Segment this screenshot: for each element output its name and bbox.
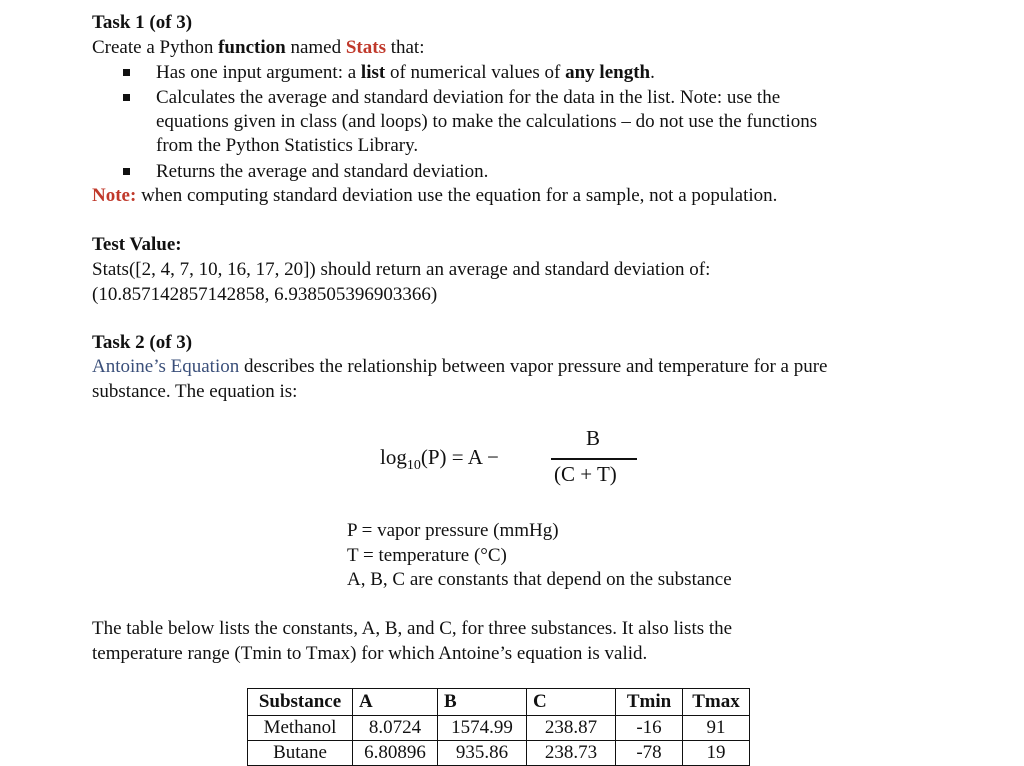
cell-b: 1574.99 bbox=[438, 716, 527, 741]
table-intro-line-1: The table below lists the constants, A, B, and C, for three substances. It also lists the bbox=[92, 618, 733, 639]
cell-a: 8.0724 bbox=[353, 716, 438, 741]
table-row bbox=[248, 741, 750, 766]
intro-text-3: that: bbox=[385, 37, 425, 58]
intro-text-2: named bbox=[285, 37, 346, 58]
equation-log-base: 10 bbox=[406, 458, 421, 474]
task1-bullet-2-line-2: equations given in class (and loops) to make the calculations – do not use the functions bbox=[156, 111, 818, 132]
header-substance: Substance bbox=[248, 689, 353, 716]
bullet1-text-2: of numerical values of bbox=[385, 62, 566, 83]
equation-denominator: (C + T) bbox=[554, 462, 617, 486]
antoine-constants-table bbox=[247, 688, 750, 766]
task1-heading: Task 1 (of 3) bbox=[92, 12, 193, 33]
task2-line-1-rest: describes the relationship between vapor pressure and temperature for a pure bbox=[239, 356, 828, 377]
table-intro-line-2: temperature range (Tmin to Tmax) for which Antoine’s equation is valid. bbox=[92, 643, 648, 664]
note-label: Note: bbox=[92, 185, 137, 206]
bullet-marker-3 bbox=[123, 168, 130, 175]
equation-argument: (P) = A − bbox=[420, 445, 499, 469]
cell-b: 935.86 bbox=[438, 741, 527, 766]
header-a: A bbox=[353, 689, 438, 716]
equation-log: log bbox=[380, 445, 407, 469]
task1-bullet-2-line-1: Calculates the average and standard deviation for the data in the list. Note: use the bbox=[156, 87, 781, 108]
task1-bullet-1 bbox=[156, 61, 655, 85]
bullet1-list-keyword: list bbox=[360, 62, 386, 83]
fraction-bar bbox=[551, 458, 637, 460]
task1-bullet-2-line-3: from the Python Statistics Library. bbox=[156, 135, 419, 156]
table-row bbox=[248, 716, 750, 741]
task2-line-1 bbox=[92, 355, 827, 379]
table-header-row bbox=[248, 689, 750, 716]
intro-stats-name: Stats bbox=[345, 37, 386, 58]
header-tmin: Tmin bbox=[616, 689, 683, 716]
task2-line-2: substance. The equation is: bbox=[92, 381, 298, 402]
equation-numerator: B bbox=[586, 426, 601, 450]
cell-c: 238.87 bbox=[527, 716, 616, 741]
cell-a: 6.80896 bbox=[353, 741, 438, 766]
test-line-1: Stats([2, 4, 7, 10, 16, 17, 20]) should return an average and standard deviation of: bbox=[92, 259, 711, 280]
equation-lhs bbox=[380, 445, 499, 474]
header-b: B bbox=[438, 689, 527, 716]
bullet-marker-2 bbox=[123, 94, 130, 101]
test-line-2: (10.857142857142858, 6.938505396903366) bbox=[92, 284, 438, 305]
cell-tmin: -16 bbox=[616, 716, 683, 741]
intro-text-1: Create a Python bbox=[92, 37, 219, 58]
bullet1-text-1: Has one input argument: a bbox=[156, 62, 361, 83]
bullet1-text-3: . bbox=[650, 62, 655, 83]
cell-substance: Methanol bbox=[248, 716, 353, 741]
test-heading: Test Value: bbox=[92, 234, 182, 255]
task1-bullet-3: Returns the average and standard deviation. bbox=[156, 161, 489, 182]
cell-tmax: 91 bbox=[683, 716, 750, 741]
bullet-marker-1 bbox=[123, 69, 130, 76]
cell-c: 238.73 bbox=[527, 741, 616, 766]
task1-intro bbox=[92, 36, 425, 60]
cell-tmin: -78 bbox=[616, 741, 683, 766]
intro-function-keyword: function bbox=[218, 37, 286, 58]
header-c: C bbox=[527, 689, 616, 716]
definition-t: T = temperature (°C) bbox=[347, 545, 507, 566]
task1-note bbox=[92, 184, 777, 208]
cell-tmax: 19 bbox=[683, 741, 750, 766]
definition-p: P = vapor pressure (mmHg) bbox=[347, 520, 559, 541]
note-text: when computing standard deviation use the equation for a sample, not a population. bbox=[136, 185, 778, 206]
bullet1-any-length: any length bbox=[565, 62, 651, 83]
task2-heading: Task 2 (of 3) bbox=[92, 332, 193, 353]
definition-constants: A, B, C are constants that depend on the substance bbox=[347, 569, 732, 590]
cell-substance: Butane bbox=[248, 741, 353, 766]
antoine-equation-link-text: Antoine’s Equation bbox=[92, 356, 240, 377]
header-tmax: Tmax bbox=[683, 689, 750, 716]
